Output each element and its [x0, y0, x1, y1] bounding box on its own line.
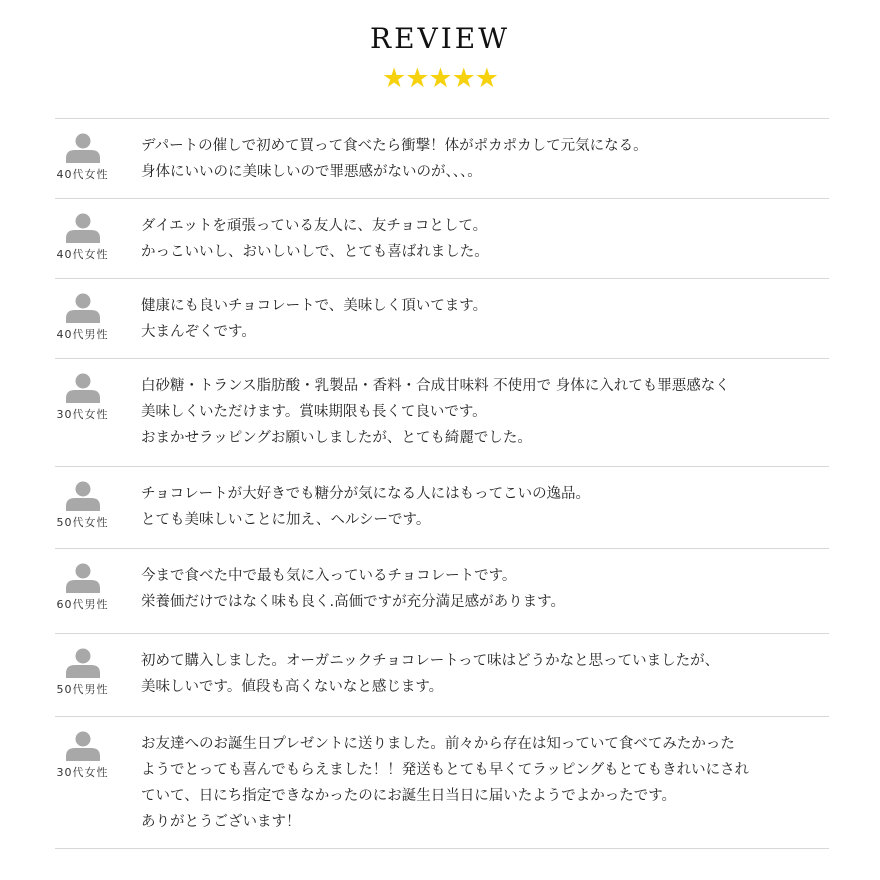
user-avatar-icon [66, 293, 100, 323]
reviewer [55, 563, 110, 612]
review-line: 大まんぞくです。 [141, 324, 256, 340]
user-avatar-icon [66, 133, 100, 163]
review-text [141, 563, 829, 615]
user-avatar-icon [66, 481, 100, 511]
reviewer-age: 50代男性 [56, 683, 109, 696]
review-line: お友達へのお誕生日プレゼントに送りました。前々から存在は知っていて食べてみたかった [141, 736, 735, 752]
reviewer-age: 40代女性 [56, 248, 109, 261]
review-item [55, 467, 829, 549]
reviewer [55, 648, 110, 697]
review-line: おまかせラッピングお願いしましたが、とても綺麗でした。 [141, 430, 532, 446]
review-list [55, 118, 829, 849]
review-line: ようでとっても喜んでもらえました！！発送もとても早くてラッピングもとてもきれいにされ [141, 762, 750, 778]
review-text [141, 731, 829, 835]
review-line: とても美味しいことに加え、ヘルシーです。 [141, 512, 431, 528]
review-item [55, 279, 829, 359]
user-avatar-icon [66, 213, 100, 243]
review-item [55, 549, 829, 634]
review-text [141, 373, 829, 451]
review-line: 白砂糖・トランス脂肪酸・乳製品・香料・合成甘味料 不使用で 身体に入れても罪悪感なく [141, 378, 730, 394]
review-line: 健康にも良いチョコレートで、美味しく頂いてます。 [141, 298, 488, 314]
review-line: 身体にいいのに美味しいので罪悪感がないのが、、、。 [141, 164, 482, 180]
reviewer-age: 40代男性 [56, 328, 109, 341]
star-rating: ★★★★★ [381, 63, 499, 94]
review-item [55, 717, 829, 849]
reviewer [55, 481, 110, 530]
review-line: デパートの催しで初めて買って食べたら衝撃！体がポカポカして元気になる。 [141, 138, 648, 154]
review-line: 今まで食べた中で最も気に入っているチョコレートです。 [141, 568, 517, 584]
page-title: REVIEW [369, 22, 511, 55]
review-line: 初めて購入しました。オーガニックチョコレートって味はどうかなと思っていましたが、 [141, 653, 720, 669]
reviewer-age: 40代女性 [56, 168, 109, 181]
user-avatar-icon [66, 648, 100, 678]
review-line: 美味しいです。値段も高くないなと感じます。 [141, 679, 444, 695]
review-text [141, 213, 829, 265]
review-line: ありがとうございます！ [141, 814, 301, 830]
review-item [55, 634, 829, 717]
reviewer-age: 30代女性 [56, 408, 109, 421]
review-text [141, 648, 829, 700]
user-avatar-icon [66, 731, 100, 761]
reviewer [55, 293, 110, 342]
review-item [55, 199, 829, 279]
reviewer-age: 30代女性 [56, 766, 109, 779]
review-text [141, 481, 829, 533]
reviewer [55, 731, 110, 780]
review-line: ダイエットを頑張っている友人に、友チョコとして。 [141, 218, 488, 234]
review-text [141, 293, 829, 345]
review-line: チョコレートが大好きでも糖分が気になる人にはもってこいの逸品。 [141, 486, 591, 502]
user-avatar-icon [66, 373, 100, 403]
review-text [141, 133, 829, 185]
reviewer-age: 60代男性 [56, 598, 109, 611]
review-line: かっこいいし、おいしいしで、とても喜ばれました。 [141, 244, 489, 260]
review-item [55, 119, 829, 199]
user-avatar-icon [66, 563, 100, 593]
review-item [55, 359, 829, 467]
review-line: ていて、日にち指定できなかったのにお誕生日当日に届いたようでよかったです。 [141, 788, 677, 804]
review-line: 美味しくいただけます。賞味期限も長くて良いです。 [141, 404, 487, 420]
review-line: 栄養価だけではなく味も良く.高価ですが充分満足感があります。 [141, 594, 565, 610]
reviewer [55, 213, 110, 262]
reviewer [55, 133, 110, 182]
reviewer-age: 50代女性 [56, 516, 109, 529]
reviewer [55, 373, 110, 422]
